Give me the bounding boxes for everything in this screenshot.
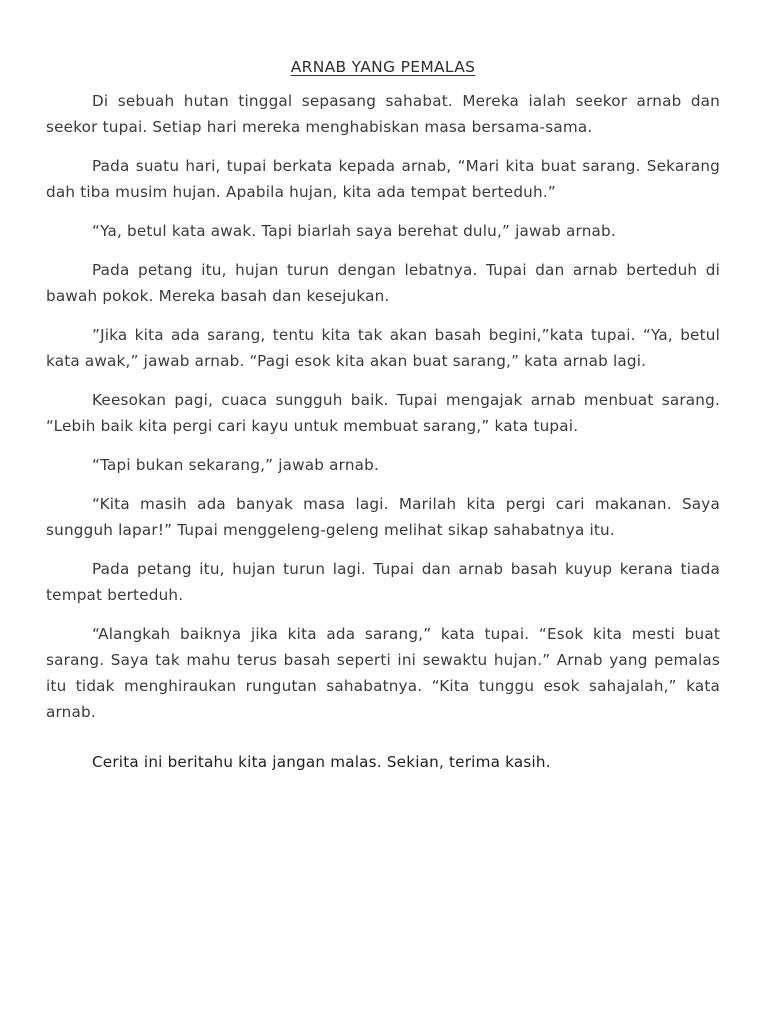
paragraph-4: Pada petang itu, hujan turun dengan lebatnya. Tupai dan arnab berteduh di bawah pokok. Mereka basah dan kesejukan. [46, 261, 720, 305]
paragraph-10: “Alangkah baiknya jika kita ada sarang,” kata tupai. “Esok kita mesti buat sarang. Saya tak mahu terus basah seperti ini sewaktu hujan.” Arnab yang pemalas itu tidak menghiraukan rungutan sahabatnya. “Kita tunggu esok sahajalah,” kata arnab. [46, 625, 720, 721]
story-title: ARNAB YANG PEMALAS [290, 58, 476, 76]
moral-paragraph: Cerita ini beritahu kita jangan malas. Sekian, terima kasih. [92, 753, 551, 771]
paragraph-6: Keesokan pagi, cuaca sungguh baik. Tupai mengajak arnab menbuat sarang. “Lebih baik kita pergi cari kayu untuk membuat sarang,” kata tupai. [46, 391, 720, 435]
paragraph-3: “Ya, betul kata awak. Tapi biarlah saya berehat dulu,” jawab arnab. [92, 222, 616, 240]
paragraph-9: Pada petang itu, hujan turun lagi. Tupai dan arnab basah kuyup kerana tiada tempat berteduh. [46, 560, 720, 604]
paragraph-1: Di sebuah hutan tinggal sepasang sahabat. Mereka ialah seekor arnab dan seekor tupai. Setiap hari mereka menghabiskan masa bersama-sama. [46, 92, 720, 136]
paragraph-7: “Tapi bukan sekarang,” jawab arnab. [92, 456, 380, 474]
paragraph-8: “Kita masih ada banyak masa lagi. Marilah kita pergi cari makanan. Saya sungguh lapar!” Tupai menggeleng-geleng melihat sikap sahabatnya itu. [46, 495, 720, 539]
document-page [46, 58, 720, 788]
paragraph-2: Pada suatu hari, tupai berkata kepada arnab, “Mari kita buat sarang. Sekarang dah tiba musim hujan. Apabila hujan, kita ada tempat berteduh.” [46, 157, 720, 201]
paragraph-5: ”Jika kita ada sarang, tentu kita tak akan basah begini,”kata tupai. “Ya, betul kata awak,” jawab arnab. “Pagi esok kita akan buat sarang,” kata arnab lagi. [46, 326, 720, 370]
